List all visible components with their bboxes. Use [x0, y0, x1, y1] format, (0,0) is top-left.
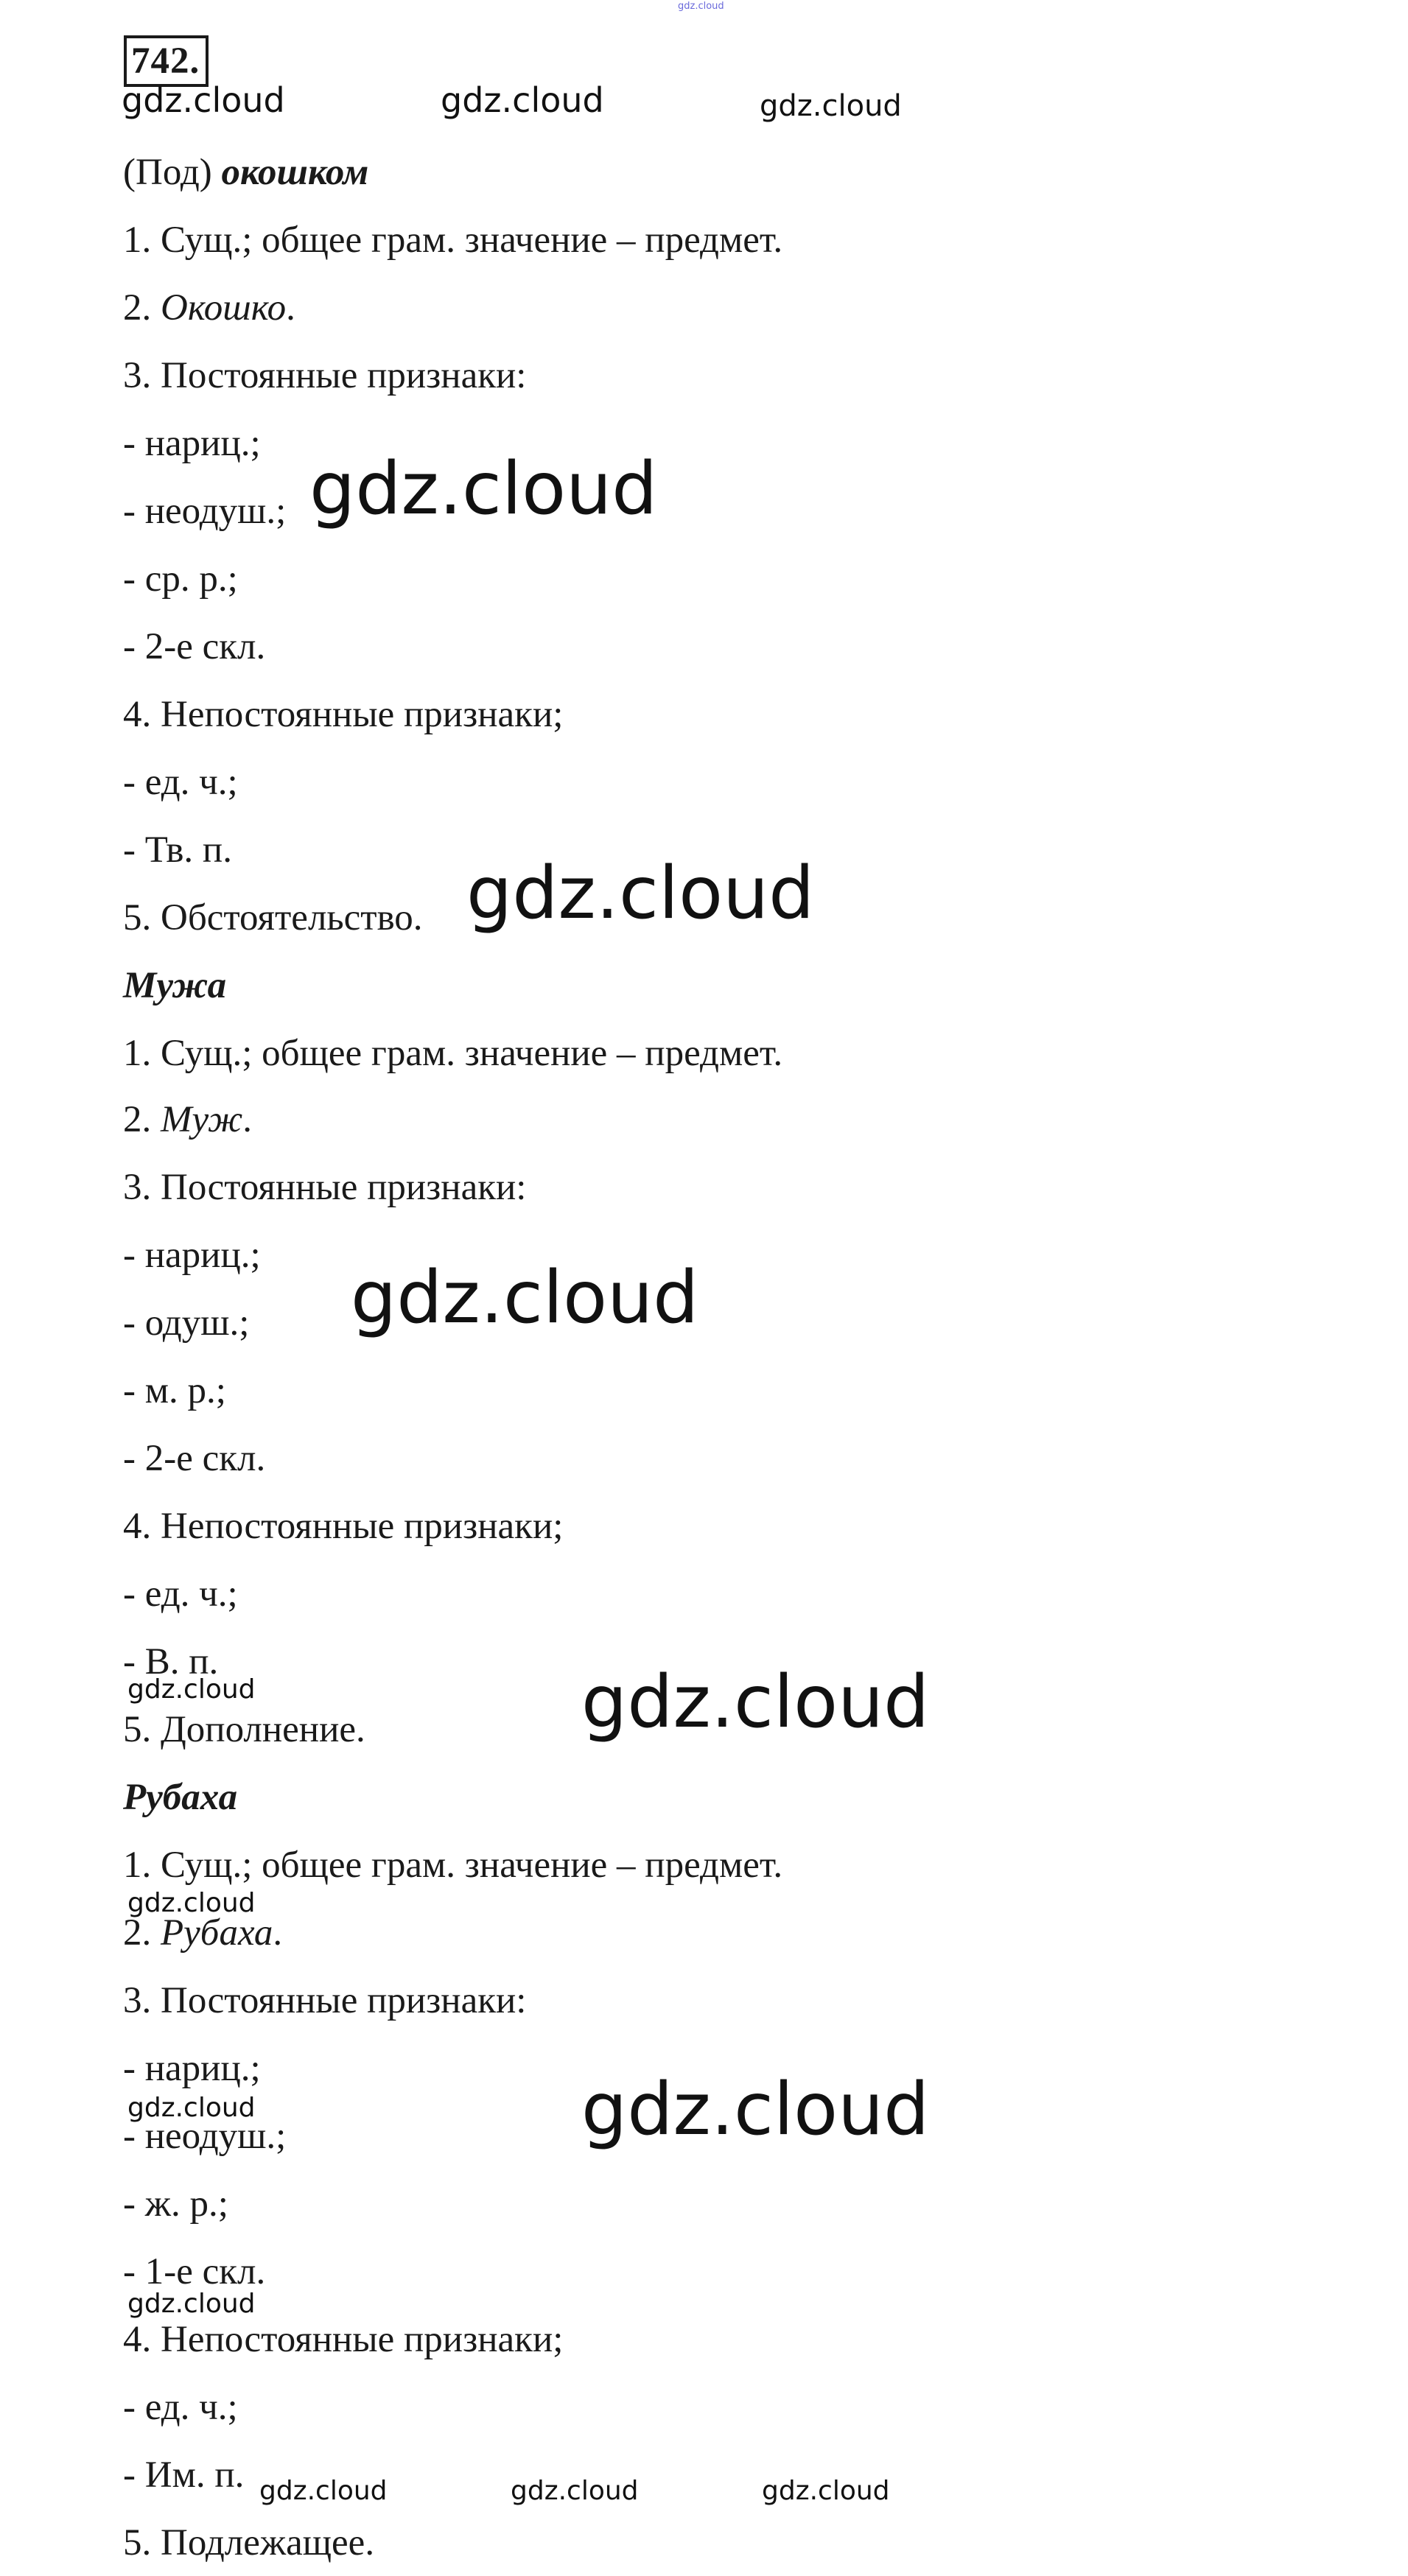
text-line: 5. Обстоятельство. — [123, 897, 423, 938]
watermark: gdz.cloud — [466, 852, 815, 936]
line-prefix: 2. — [123, 1099, 161, 1140]
text-line: 4. Непостоянные признаки; — [123, 694, 564, 735]
watermark: gdz.cloud — [760, 89, 902, 123]
watermark: gdz.cloud — [678, 1, 724, 12]
watermark: gdz.cloud — [127, 1888, 256, 1918]
text-line: - нариц.; — [123, 1235, 261, 1276]
text-line: - ж. р.; — [123, 2183, 228, 2225]
heading-prefix: (Под) — [123, 152, 222, 193]
text-line — [123, 286, 295, 330]
line-prefix: 2. — [123, 287, 161, 329]
text-line: 5. Подлежащее. — [123, 2522, 375, 2563]
text-line: - неодуш.; — [123, 491, 287, 532]
text-line: - Тв. п. — [123, 829, 232, 871]
text-line: - 2-е скл. — [123, 626, 266, 667]
line-suffix: . — [286, 287, 295, 329]
text-line: - ед. ч.; — [123, 2387, 238, 2428]
text-line: - ср. р.; — [123, 558, 238, 600]
text-line: - ед. ч.; — [123, 1573, 238, 1615]
text-line: 1. Сущ.; общее грам. значение – предмет. — [123, 220, 783, 261]
section-heading — [123, 1775, 237, 1819]
section-heading — [123, 964, 226, 1008]
text-line: 1. Сущ.; общее грам. значение – предмет. — [123, 1845, 783, 1886]
text-line: - м. р.; — [123, 1370, 226, 1411]
text-line: - одуш.; — [123, 1302, 250, 1344]
watermark: gdz.cloud — [127, 2093, 256, 2123]
line-suffix: . — [242, 1099, 253, 1140]
watermark: gdz.cloud — [351, 1256, 699, 1340]
watermark: gdz.cloud — [581, 2068, 930, 2152]
text-line: 3. Постоянные признаки: — [123, 355, 527, 396]
text-line: - ед. ч.; — [123, 762, 238, 803]
heading-word: окошком — [221, 152, 369, 193]
heading-word: Рубаха — [123, 1777, 238, 1818]
text-line — [123, 1098, 252, 1142]
text-line: - неодуш.; — [123, 2116, 287, 2157]
exercise-number: 742. — [124, 35, 209, 87]
watermark: gdz.cloud — [127, 2289, 256, 2319]
line-prefix: 2. — [123, 1912, 161, 1954]
section-heading — [123, 150, 368, 194]
heading-word: Мужа — [123, 965, 227, 1006]
watermark: gdz.cloud — [581, 1660, 930, 1744]
watermark: gdz.cloud — [122, 80, 285, 120]
text-line: - нариц.; — [123, 423, 261, 464]
watermark: gdz.cloud — [441, 80, 604, 120]
watermark: gdz.cloud — [762, 2476, 890, 2506]
text-line: 4. Непостоянные признаки; — [123, 2319, 564, 2360]
initial-form: Муж — [161, 1099, 243, 1140]
text-line: 1. Сущ.; общее грам. значение – предмет. — [123, 1033, 783, 1074]
text-line: - нариц.; — [123, 2048, 261, 2089]
text-line: - В. п. — [123, 1641, 219, 1682]
text-line: 3. Постоянные признаки: — [123, 1167, 527, 1208]
text-line: - Им. п. — [123, 2454, 245, 2496]
text-line: 5. Дополнение. — [123, 1709, 365, 1750]
watermark: gdz.cloud — [309, 447, 658, 531]
watermark: gdz.cloud — [127, 1674, 256, 1705]
text-line: - 2-е скл. — [123, 1438, 266, 1479]
text-line: 3. Постоянные признаки: — [123, 1980, 527, 2021]
initial-form: Рубаха — [161, 1912, 273, 1954]
line-suffix: . — [273, 1912, 283, 1954]
text-line: 4. Непостоянные признаки; — [123, 1506, 564, 1547]
watermark: gdz.cloud — [511, 2476, 639, 2506]
initial-form: Окошко — [161, 287, 287, 329]
text-line: - 1-е скл. — [123, 2251, 266, 2292]
watermark: gdz.cloud — [259, 2476, 388, 2506]
